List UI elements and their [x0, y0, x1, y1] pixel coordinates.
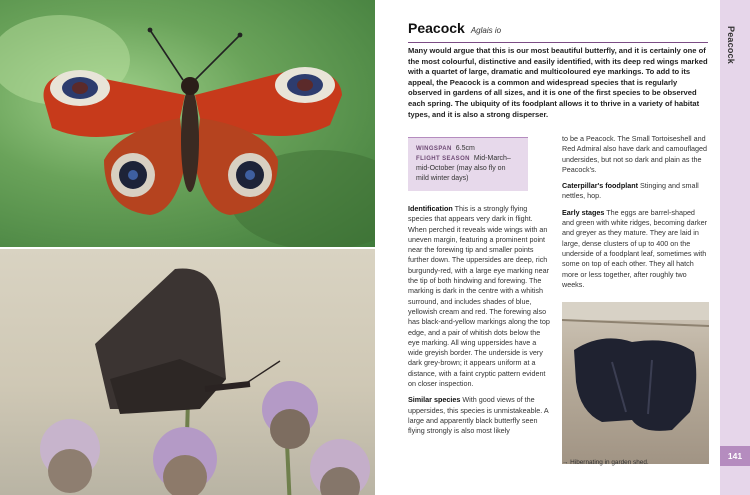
side-tab: [720, 0, 750, 495]
flight-season-key: FLIGHT SEASON: [416, 156, 470, 162]
scientific-name: Aglais io: [470, 26, 502, 35]
info-box: [408, 137, 528, 191]
flight-season-value: Mid-March–mid-October (may also fly on mild winter days): [416, 155, 511, 182]
foodplant-paragraph: [562, 181, 708, 202]
similar-species-heading: Similar species: [408, 395, 461, 405]
early-stages-paragraph: [562, 208, 708, 290]
similar-species-paragraph: [408, 395, 551, 436]
wingspan-row: [416, 144, 520, 154]
foodplant-text: Stinging and small nettles, hop.: [562, 181, 699, 201]
page-number: 141: [720, 446, 750, 466]
similar-species-text: With good views of the uppersides, this species is unmistakeable. A large and apparently black butterfly seen flying strongly is also most likely: [408, 395, 549, 436]
early-stages-heading: Early stages: [562, 207, 605, 217]
photo-caption: → Hibernating in garden shed.: [562, 459, 649, 466]
identification-heading: Identification: [408, 204, 453, 213]
side-tab-label: Peacock: [726, 26, 736, 64]
identification-text: This is a strongly flying species that appears very dark in flight. When perched it reveals wide wings with an uneven margin, featuring a prominent point near the forewing tip and smaller points further down. The uppersides are deep, rich burgundy-red, with a large eye marking near the tip of both hindwing and forewing. The marking is dark in the centre with a whitish surround, and includes shades of blue, yellowish cream and red. The forewing also has black-and-yellow markings along the top edge, and a pair of whitish dots below the eye marking. All wing uppersides have a wide greyish border. The underside is very dark grey-brown; it appears uniform at a distance, with a faint cryptic pattern evident on closer inspection.: [408, 204, 550, 389]
similar-species-continued: to be a Peacock. The Small Tortoiseshell and Red Admiral also have dark and camouflaged undersides, but not so dark and plain as the Peacock's.: [562, 134, 708, 174]
species-title: Peacock: [408, 20, 465, 36]
species-header: [408, 20, 708, 43]
wingspan-value: 6.5cm: [455, 145, 475, 152]
text-column-left: [408, 204, 551, 443]
foodplant-heading: Caterpillar's foodplant: [562, 181, 638, 191]
peacock-underside-photo: [0, 249, 375, 495]
wingspan-key: WINGSPAN: [416, 146, 452, 152]
flight-season-row: [416, 154, 520, 184]
peacock-upperside-photo: [0, 0, 375, 247]
identification-paragraph: [408, 204, 551, 389]
text-column-right: [562, 134, 708, 296]
intro-paragraph: Many would argue that this is our most beautiful butterfly, and it is certainly one of the most colourful, distinctive and easily identified, with its deep red wings marked with a quartet of large, dramatic and multicoloured eye markings. To add to its appeal, the Peacock is a common and widespread species that is regularly observed in gardens of all sizes, and it is one of the first species to be observed each spring. The ubiquity of its foodplant allows it to thrive in a variety of habitat types, and it is also a strong disperser.: [408, 46, 708, 119]
early-stages-text: The eggs are barrel-shaped and green with white ridges, becoming darker and greyer as they mature. They are laid in large, dense clusters of up to 400 on the underside of a foodplant leaf, sometimes with some on top of each other. They all hatch more or less together, after roughly two weeks.: [562, 207, 708, 289]
hibernating-photo: [562, 302, 709, 464]
